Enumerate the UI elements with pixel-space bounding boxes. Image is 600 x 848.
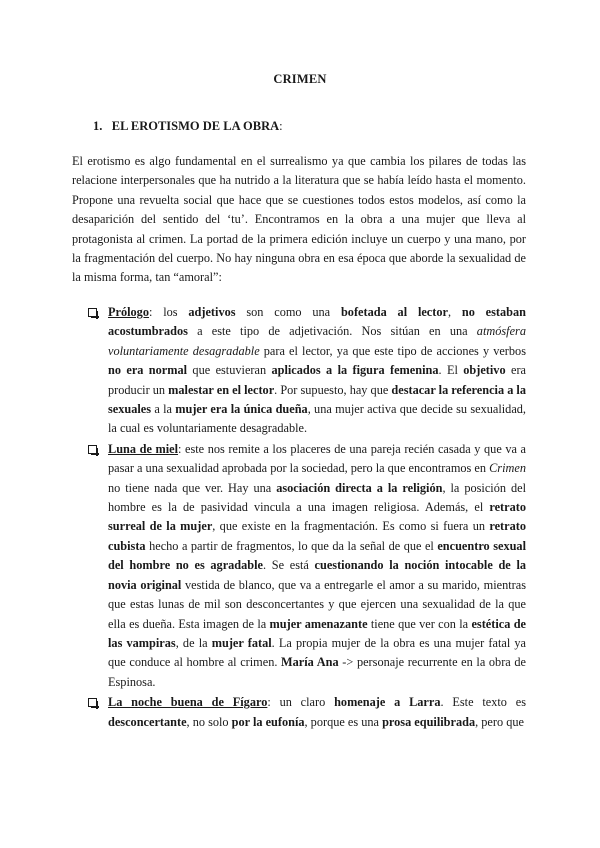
text-run: , porque es una (304, 714, 383, 729)
text-run: , la posición del hombre es la de pasividad vincula a una imagen religiosa. Además, el (108, 480, 526, 515)
text-run: hecho a partir de fragmentos, lo que da la señal de que el (145, 538, 438, 553)
bold-text: asociación directa a la religión (276, 480, 443, 495)
bold-text: adjetivos (188, 305, 236, 319)
bold-text: objetivo (463, 363, 506, 378)
bold-text: retrato surreal de la mujer (108, 500, 526, 534)
bullet-text (108, 305, 526, 435)
text-run: : un claro (267, 695, 335, 710)
section-colon: : (279, 119, 283, 133)
bold-text: homenaje a Larra (334, 695, 441, 710)
text-run: que estuvieran (187, 363, 272, 378)
text-run: vestida de blanco, que va a entregarle el amor a su marido, mientras que estas lunas de mil son desconcertantes y que ejercen una sexualidad de la que ella es dueña. Esta imagen de la (108, 577, 526, 631)
text-run: . Se está (263, 558, 315, 573)
text-run: , no solo (186, 714, 232, 729)
text-run: , que existe en la fragmentación. Es como si fuera un (212, 519, 490, 534)
bullet-label: La noche buena de Fígaro (108, 695, 268, 710)
bold-text: aplicados a la figura femenina (271, 363, 439, 378)
checkbox-bullet-icon (88, 445, 97, 454)
italic-text: atmósfera voluntariamente desagradable (108, 324, 526, 358)
section-number: 1. (93, 119, 103, 133)
text-run: a la (151, 402, 176, 417)
section-title: EL EROTISMO DE LA OBRA (111, 119, 280, 133)
bold-text: destacar la referencia a la sexuales (108, 382, 526, 417)
text-run: tiene que ver con la (367, 616, 472, 631)
bullet-item-noche-buena (88, 693, 526, 732)
checkbox-bullet-icon (88, 698, 97, 707)
text-run: , de la (175, 635, 212, 650)
text-run: -> personaje recurrente en la obra de Espinosa. (108, 655, 526, 689)
text-run: no tiene nada que ver. Hay una (108, 480, 277, 495)
checkbox-bullet-icon (88, 308, 97, 317)
bullet-list (88, 303, 526, 733)
text-run: . Por supuesto, hay que (274, 382, 392, 397)
bullet-label: Luna de miel (108, 441, 179, 456)
document-title: CRIMEN (273, 72, 327, 86)
text-run: , (447, 305, 462, 319)
bold-text: desconcertante (108, 714, 187, 729)
text-run: son como una (235, 305, 341, 319)
text-run: para el lector, ya que este tipo de acciones y verbos (259, 343, 526, 358)
text-run: , una mujer activa que decide su sexualidad, la cual es voluntariamente desagradable. (108, 402, 526, 436)
bold-text: no estaban acostumbrados (108, 305, 526, 339)
intro-paragraph: El erotismo es algo fundamental en el surrealismo ya que cambia los pilares de todas las relacione interpersonales que ha nutrido a la literatura que se había leído hasta el momento. Propone una revuelta social que hace que se cuestiones todos estos modelos, así como la desaparición del sentido del ‘tu’. Encontramos en la obra a una mujer que lleva al protagonista al crimen. La portad de la primera edición incluye un cuerpo y una mano, por la fragmentación del cuerpo. No hay ninguna obra en esa época que aborde la sexualidad de la misma forma, tan “amoral”: (72, 154, 526, 285)
text-run: . La propia mujer de la obra es una mujer fatal ya que conduce al hombre al crimen. (108, 635, 526, 670)
text-run: era producir un (108, 363, 526, 397)
text-run: , pero que (475, 714, 524, 729)
bold-text: malestar en el lector (168, 382, 275, 397)
bold-text: María Ana (281, 655, 339, 670)
bold-text: encuentro sexual del hombre no es agradable (108, 538, 526, 573)
bold-text: mujer amenazante (269, 616, 368, 631)
bold-text: prosa equilibrada (382, 714, 476, 729)
text-run: : este nos remite a los placeres de una pareja recién casada y que va a pasar a una sexualidad aprobada por la sociedad, pero la que encontramos en (108, 441, 526, 476)
text-run: . El (438, 363, 464, 378)
bullet-label: Prólogo (108, 305, 149, 319)
bold-text: mujer era la única dueña (175, 402, 308, 417)
bold-text: por la eufonía (231, 714, 305, 729)
text-run: a este tipo de adjetivación. Nos sitúan en una (187, 324, 477, 339)
bullet-text (108, 442, 526, 689)
bold-text: bofetada al lector (340, 305, 448, 319)
section-heading (93, 119, 283, 134)
bold-text: cuestionando la noción intocable de la novia original (108, 558, 527, 592)
bullet-item-prologo (88, 303, 526, 439)
text-run: . Este texto es (440, 695, 526, 710)
bold-text: retrato cubista (108, 519, 526, 553)
italic-text: Crimen (489, 461, 526, 476)
text-run: : los (148, 305, 189, 319)
bold-text: mujer fatal (211, 635, 272, 650)
bold-text: estética de las vampiras (108, 616, 526, 650)
bold-text: no era normal (108, 363, 188, 378)
bullet-item-luna-de-miel (88, 440, 526, 692)
